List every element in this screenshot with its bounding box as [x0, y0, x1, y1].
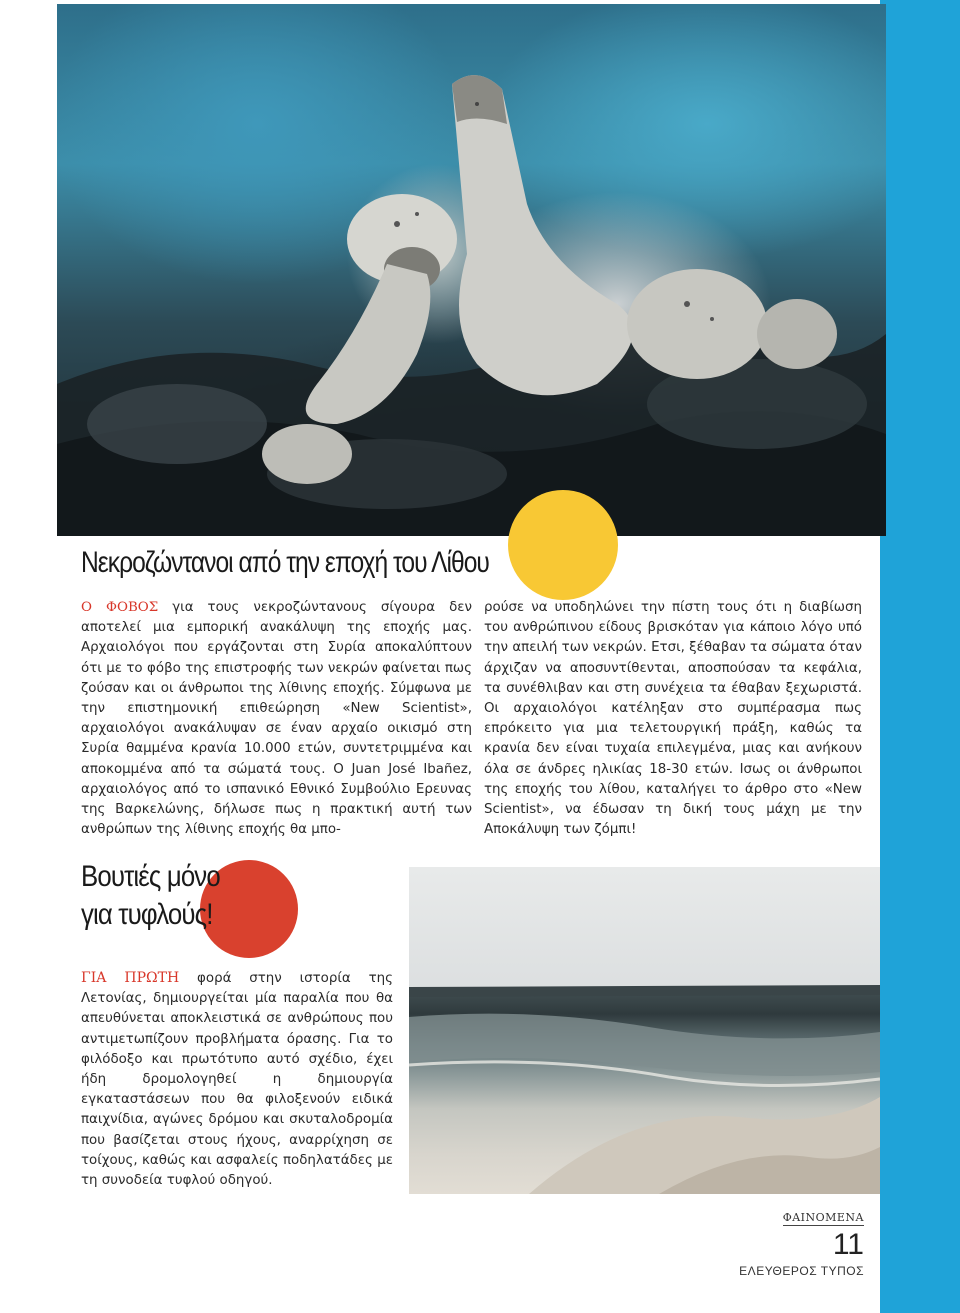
beach-illustration: [409, 867, 880, 1194]
article2-body: [81, 968, 393, 1191]
yellow-sun-decoration: [508, 490, 618, 600]
beach-photo: [409, 867, 880, 1194]
article1-column-1: [81, 598, 472, 840]
hero-image-bones: [57, 4, 886, 536]
article2-body-text: φορά στην ιστορία της Λετονίας, δημιουργείται μία παραλία που θα απευθύνεται αποκλειστικά σε ανθρώπους που αντιμετωπίζουν προβλήματα όρασης. Για το φιλόδοξο και πρωτότυπο αυτό σχέδιο, έχει ήδη δρομολογηθεί η δημιουργία εγκαταστάσεων που θα φιλοξενούν ειδικά παιχνίδια, αγώνες δρόμου και σκυταλοδρομία που βασίζεται στους ήχους, αναρρίχηση σε τοίχους, καθώς και ασφαλείς ποδηλατάδες με τη συνοδεία τυφλού οδηγού.: [81, 971, 393, 1189]
article2-lead-word: ΓΙΑ ΠΡΩΤΗ: [81, 970, 180, 986]
article1-lead-word: Ο ΦΟΒΟΣ: [81, 600, 159, 615]
section-name: ΦΑΙΝΟΜΕΝΑ: [782, 1211, 864, 1224]
article1-column-2: ρούσε να υποδηλώνει την πίστη τους ότι η διαβίωση του ανθρώπινου είδους βρισκόταν για κάποιο λόγο υπό την απειλή των νεκρών. Ετσι, ξέθαβαν τα σώματα όταν άρχιζαν να αποσυντίθενται, αποσπούσαν τα κεφάλια, τα συνέθλιβαν και στη συνέχεια τα έθαβαν ξεχωριστά. Οι αρχαιολόγοι κατέληξαν στο συμπέρασμα πως επρόκειτο για μια τελετουργική πράξη, καθώς τα κρανία δεν είναι τυχαία επιλεγμένα, μιας και ανήκουν όλα σε άνδρες ηλικίας 18-30 ετών. Ισως οι άνθρωποι της εποχής του λίθου, καταλήγει το άρθρο στο «New Scientist», να έδωσαν τη δική τους μάχη με την Αποκάλυψη των ζόμπι!: [484, 600, 862, 838]
hero-illustration: [57, 4, 886, 536]
article2-title-line-1: Βουτιές μόνο: [81, 860, 220, 893]
cyan-side-band: [880, 0, 960, 1313]
page-footer: [739, 1208, 864, 1278]
article2-title: [81, 858, 220, 934]
article2-title-line-2: για τυφλούς!: [81, 898, 213, 931]
article1-column-1-text: για τους νεκροζώντανους σίγουρα δεν αποτελεί μια εμπορική ανακάλυψη της εποχής μας. Αρχαιολόγοι που εργάζονται στη Συρία αποκαλύπτουν ότι με το φόβο της επιστροφής των νεκρών φαίνεται πως ζούσαν και οι άνθρωποι της λίθινης εποχής. Σύμφωνα με την επιστημονική επιθεώρηση «New Scientist», αρχαιολόγοι ανακάλυψαν σε έναν αρχαίο οικισμό στη Συρία θαμμένα κρανία 10.000 ετών, συντετριμμένα και αποκομμένα από τα σώματά τους. Ο Juan José Ibañez, αρχαιολόγος από το ισπανικό Εθνικό Συμβούλιο Ερευνας της Βαρκελώνης, δήλωσε πως η πρακτική αυτή των ανθρώπων της λίθινης εποχής θα μπο-: [81, 600, 472, 838]
page-number: 11: [832, 1228, 864, 1261]
article1-title: Νεκροζώντανοι από την εποχή του Λίθου: [81, 546, 489, 579]
publication-name: ΕΛΕΥΘΕΡΟΣ ΤΥΠΟΣ: [739, 1264, 864, 1278]
